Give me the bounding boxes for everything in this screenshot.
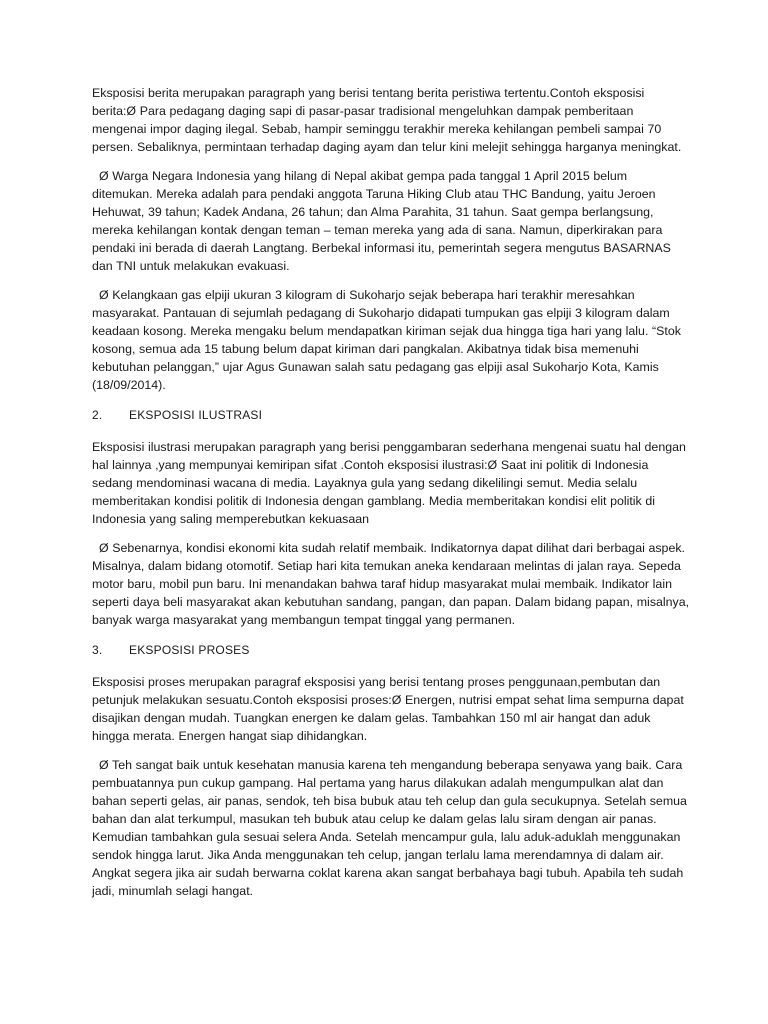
section-heading-proses xyxy=(92,641,690,659)
paragraph-example-teh: Ø Teh sangat baik untuk kesehatan manusia karena teh mengandung beberapa senyawa yang baik. Cara pembuatannya pun cukup gampang. Hal pertama yang harus dilakukan adalah mengumpulkan alat dan bahan seperti gelas, air panas, sendok, teh bisa bubuk atau teh celup dan gula secukupnya. Setelah semua bahan dan alat terkumpul, masukan teh bubuk atau celup ke dalam gelas lalu siram dengan air panas. Kemudian tambahkan gula sesuai selera Anda. Setelah mencampur gula, lalu aduk-aduklah menggunakan sendok hingga larut. Jika Anda menggunakan teh celup, jangan terlalu lama merendamnya di dalam air. Angkat segera jika air sudah berwarna coklat karena akan sangat berbahaya bagi tubuh. Apabila teh sudah jadi, minumlah selagi hangat. xyxy=(92,758,687,898)
paragraph-eksposisi-berita: Eksposisi berita merupakan paragraph yang berisi tentang berita peristiwa tertentu.Contoh eksposisi berita:Ø Para pedagang daging sapi di pasar-pasar tradisional mengeluhkan dampak pemberitaan mengenai impor daging ilegal. Sebab, hampir seminggu terakhir mereka kehilangan pembeli sampai 70 persen. Sebaliknya, permintaan terhadap daging ayam dan telur kini melejit sehingga harganya meningkat. xyxy=(92,86,682,154)
section-title: EKSPOSISI PROSES xyxy=(129,643,250,657)
paragraph-eksposisi-proses: Eksposisi proses merupakan paragraf eksposisi yang berisi tentang proses penggunaan,pembutan dan petunjuk melakukan sesuatu.Contoh eksposisi proses:Ø Energen, nutrisi empat sehat lima sempurna dapat disajikan dengan mudah. Tuangkan energen ke dalam gelas. Tambahkan 150 ml air hangat dan aduk hingga merata. Energen hangat siap dihidangkan. xyxy=(92,675,684,743)
section-number: 3. xyxy=(92,643,103,657)
section-heading-ilustrasi xyxy=(92,406,690,424)
paragraph-example-elpiji: Ø Kelangkaan gas elpiji ukuran 3 kilogram di Sukoharjo sejak beberapa hari terakhir meresahkan masyarakat. Pantauan di sejumlah pedagang di Sukoharjo didapati tumpukan gas elpiji 3 kilogram dalam keadaan kosong. Mereka mengaku belum mendapatkan kiriman sejak dua hingga tiga hari yang lalu. “Stok kosong, semua ada 15 tabung belum dapat kiriman dari pangkalan. Akibatnya tidak bisa memenuhi kebutuhan pelanggan,” ujar Agus Gunawan salah satu pedagang gas elpiji asal Sukoharjo Kota, Kamis (18/09/2014). xyxy=(92,288,681,392)
paragraph-eksposisi-ilustrasi: Eksposisi ilustrasi merupakan paragraph yang berisi penggambaran sederhana mengenai suatu hal dengan hal lainnya ,yang mempunyai kemiripan sifat .Contoh eksposisi ilustrasi:Ø Saat ini politik di Indonesia sedang mendominasi wacana di media. Layaknya gula yang sedang dikelilingi semut. Media selalu memberitakan kondisi politik di Indonesia dengan gamblang. Media memberitakan kondisi elit politik di Indonesia yang saling memperebutkan kekuasaan xyxy=(92,440,686,526)
paragraph-example-ekonomi: Ø Sebenarnya, kondisi ekonomi kita sudah relatif membaik. Indikatornya dapat dilihat dari berbagai aspek. Misalnya, dalam bidang otomotif. Setiap hari kita temukan aneka kendaraan melintas di jalan raya. Sepeda motor baru, mobil pun baru. Ini menandakan bahwa taraf hidup masyarakat mulai membaik. Indikator lain seperti daya beli masyarakat akan kebutuhan sandang, pangan, dan papan. Dalam bidang papan, misalnya, banyak warga masyarakat yang membangun tempat tinggal yang permanen. xyxy=(92,541,690,627)
paragraph-example-nepal: Ø Warga Negara Indonesia yang hilang di Nepal akibat gempa pada tanggal 1 April 2015 belum ditemukan. Mereka adalah para pendaki anggota Taruna Hiking Club atau THC Bandung, yaitu Jeroen Hehuwat, 39 tahun; Kadek Andana, 26 tahun; dan Alma Parahita, 31 tahun. Saat gempa berlangsung, mereka kehilangan kontak dengan teman – teman mereka yang ada di sana. Namun, diperkirakan para pendaki ini berada di daerah Langtang. Berbekal informasi itu, pemerintah segera mengutus BASARNAS dan TNI untuk melakukan evakuasi. xyxy=(92,169,671,273)
document-page xyxy=(92,84,690,911)
section-number: 2. xyxy=(92,408,103,422)
section-title: EKSPOSISI ILUSTRASI xyxy=(129,408,263,422)
